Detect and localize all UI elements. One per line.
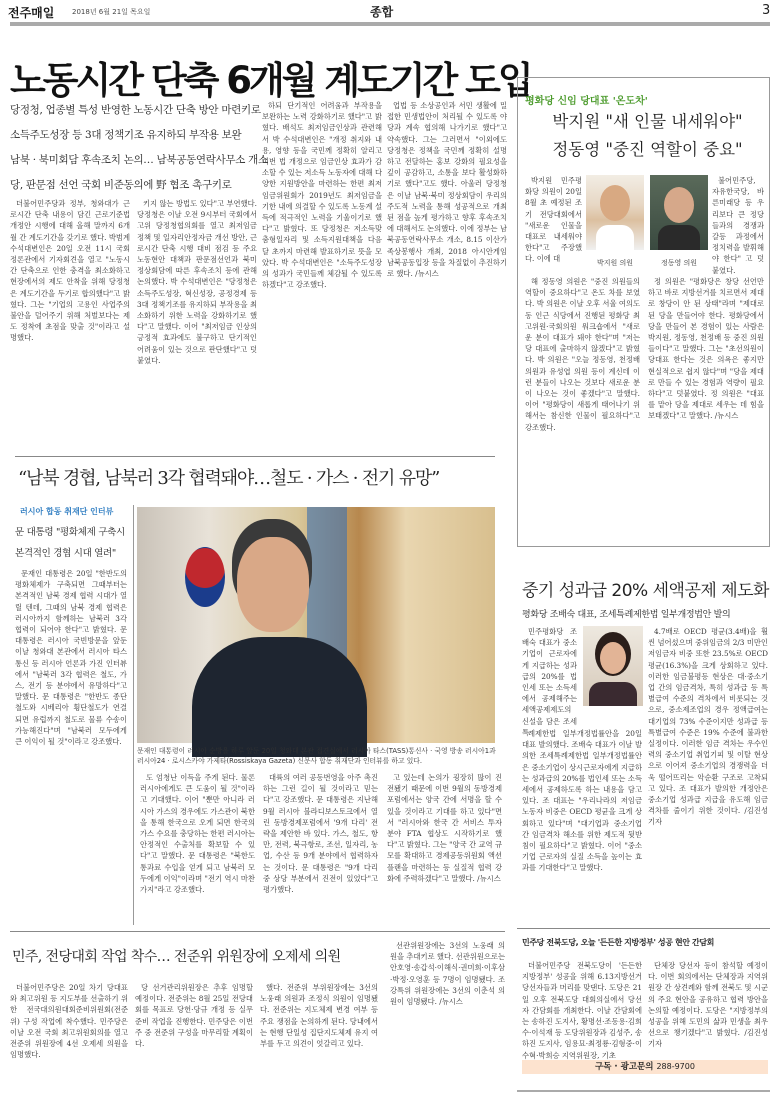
main-body-col-2: 키지 않는 방법도 있다"고 부연했다. 당정청은 이날 오전 9시부터 국회에서 고위 당정청협의회를 열고 최저임금 정책 및 일자리안정자금 개선 방안, 근로시간 단축 시행 대비 점검 등 주요 노동현안 대책과 판문점선언과 북미 정상회담에 따른 후속조치 등에 관해 논의했다. 박 수석대변인은 "당정청은 소득주도성장, 혁신성장, 공정경제 등 3대 정책기조를 유지하되 부작용을 최소화하기 위한 노력을 강화하기로 했다"고 말했다. 이어 "최저임금 인상의 긍정적 효과에도 불구하고 단기적인 어려움이 있는 것으로 판단했다"고 덧붙였다. [137,199,257,365]
tax-headline: 중기 성과급 20% 세액공제 제도화 [522,581,769,601]
main-headline: 노동시간 단축 6개월 계도기간 도입 [10,59,531,102]
tax-subhead: 평화당 조배숙 대표, 조세특례제한법 일부개정법안 발의 [522,610,731,620]
president-moon-photo-caption: 문재인 대통령이 러시아 순방을 하루 앞둔 20일 청와대 본관 접견실에서 러시아 타스(TASS)통신사 · 국영 방송 러시아1과 러시아24 · 로시스카야 가제타(Rossiskaya Gazeta) 신문사 합동 취재단과 인터뷰를 하고 있다. [137,747,496,765]
subscription-ad-bar [522,1060,768,1074]
section-divider [15,456,495,457]
peace-party-headline-2: 정동영 "중진 역할이 중요" [552,140,743,159]
tax-body-col-2: 4.7배로 OECD 평균(3.4배)을 훨씬 넘어섰으며 중위임금의 2/3 미만인 저임금자 비중 또한 23.5%로 OECD 평균(16.3%)을 크게 상회하고 있다. 이러한 임금불평등 현상은 대·중소기업 간의 임금격차, 특히 성과급 등 특별급여 수준의 격차에서 비롯되는 것으로, 중소제조업의 경우 정액급여는 대기업의 73% 수준이지만 성과급 등 특별급여 수준은 19% 수준에 불과한 실정이다. 이러한 임금 격차는 우수인력의 중소기업 취업기피 및 이탈 현상으로 이어져 중소기업의 경쟁력을 더욱 떨어뜨리는 악순환 구조로 고착되고 있다. 조 대표가 발의한 개정안은 중소기업 성과급 지급을 유도해 임금격차를 줄이기 위한 것이다. /김진성 기자 [648,627,768,827]
peace-party-kicker: 평화당 신임 당대표 '온도차' [525,96,648,107]
convention-headline: 민주, 전당대회 작업 착수… 전준위 위원장에 오제세 의원 [12,949,341,965]
peace-party-body-col-2: 정 의원은 "평화당은 창당 선언만 하고 바로 지방선거를 치르면서 제대로 창당이 안 된 상태"라며 "제대로 된 당을 만들어야 한다. 평화당에서 당을 만들어 본 경험이 있는 사람은 박지원, 정동영, 천정배 등 중진 의원들이다"고 말했다. 그는 "초선의원이 당대표 한다는 것은 의욕은 좋지만 현실적으로 쉽지 않다"며 "당을 제대로 만들 수 있는 경험과 역량이 필요하다"고 덧붙였다. 정 의원은 "대표를 맡아 당을 제대로 세우는 데 힘을 보태겠다"고 말했다. /뉴시스 [648,277,764,421]
main-body-col-1: 더불어민주당과 정부, 청와대가 근로시간 단축 내용이 담긴 근로기준법 개정안 시행에 대해 올해 말까지 6개월 간 계도기간을 갖기로 했다. 박범계 수석대변인은 20일 오전 11시 국회 정론관에서 기자회견을 열고 "노동시간 단축으로 인한 충격을 최소화하고 현장에서의 제도 안착을 위해 당정청은 계도기간을 두기로 합의했다"고 밝혔다. 그는 "기업의 고용인 사업주의 불안을 덜어주기 위해 처벌보다는 제도 정착에 초점을 맞출 것"이라고 설명했다. [10,199,130,343]
footer-rule [517,1090,770,1092]
subhead: 당, 판문점 선언 국회 비준동의에 野 협조 촉구키로 [10,179,232,191]
interview-subhead-2: 본격적인 경협 시대 열려" [15,548,116,559]
interview-left-body: 문재인 대통령은 20일 "한반도의 평화체제가 구축되면 그때부터는 본격적인 남북 경제 협력 시대가 열릴 텐데, 그때의 남북 경제 협력은 러시아까지 함께하는 남북러 3각 협력이 되어야 한다"고 밝혔다. 문 대통령은 러시아 국빈방문을 앞둔 이날 청와대 본관에서 러시아 타스통신 등 러시아 언론과 가진 인터뷰에서 "남북러 3각 협력은 철도, 가스, 전기 등 분야에서 유망하다"고 말했다. 문 대통령은 "한반도 종단철도와 시베리아 횡단철도가 연결되면 유럽까지 철도로 물류 수송이 가능해진다"며 "남북러 모두에게 큰 이익이 될 것"이라고 강조했다. [15,569,127,747]
convention-body-col-4: 선관위원장에는 3선의 노웅래 의원을 추대키로 했다. 선관위원으로는 안호영·송갑석·이해식·권미희·이후삼·박정·오영훈 등 7명이 임명됐다. 조강특위 위원장에는 3선의 이춘석 의원이 임명됐다. /뉴시스 [390,941,506,1007]
peace-party-intro-right: 불어민주당, 자유한국당, 바른미래당 등 우리보다 큰 정당들과의 경쟁과 갈등 과정에서 정치력을 발휘해야 한다" 고 덧붙였다. [712,176,764,275]
section-title: 종합 [370,5,394,19]
subhead: 남북 · 북미회담 후속조치 논의… 남북공동연락사무소 개소 [10,154,268,166]
ad-phone: 288-9700 [656,1062,695,1071]
tax-body-col-1: 례제한법 일부개정법률안을 20일 대표 발의했다. 조배숙 대표가 이날 발의한 조세특례제한법 일부개정법률안은 중소기업이 상시근로자에게 지급하는 성과급의 20%를 법인세 또는 소득세에서 공제하도록 하는 내용을 담고 있다. 조 대표는 "우리나라의 저임금 노동자 비중은 OECD 평균을 크게 상회하고 있다"며 "대기업과 중소기업 간 임금격차 해소를 위한 제도적 뒷받침이 필요하다"고 밝혔다. 이어 "중소기업 근로자의 실질 소득을 높이는 효과를 기대한다"고 말했다. [522,729,642,873]
peace-party-headline-1: 박지원 "새 인물 내세워야" [552,112,743,131]
cho-baesook-photo [583,626,643,706]
park-jiwon-caption: 박지원 의원 [596,259,634,267]
peace-party-intro-left: 박지원 민주평화당 의원이 20일 8월 초 예정된 조기 전당대회에서 "새로운 인물을 대표로 내세워야 한다"고 주장했다. 이에 대 [525,176,582,264]
column-divider [133,505,134,925]
main-subheads [10,102,268,202]
subhead: 소득주도성장 등 3대 정책기조 유지하되 부작용 보완 [10,129,242,141]
park-jiwon-photo [586,175,644,250]
chung-dongyoung-caption: 정동영 의원 [660,259,698,267]
interview-body-col-3: 고 있는데 논의가 굉장히 많이 진전됐기 때문에 이번 9월의 동방경제포럼에서는 양국 간에 서명을 할 수 있을 것이라고 기대를 하고 있다"면서 "러시아와 한국 간 서비스 투자 분야 FTA 협상도 시작하기로 했다"고 밝혔다. 그는 "양국 간 교역 규모를 확대하고 경제공동위원회 액션플랜을 마련하는 등 실질적 협력 강화에 주력하겠다"고 말했다. /뉴시스 [387,773,502,883]
main-body-col-4: 업법 등 소상공인과 서민 생활에 밀접한 민생법안이 처리될 수 있도록 야당과 계속 협의해 나가기로 했다"고 약속했다. 그는 그러면서 "이외에도 당정청은 정책을 국민께 정확히 설명하고 전달하는 홍보 강화의 필요성을 깊이 공감하고, 소통을 보다 활성화하기로 했다"고도 했다. 아울러 당정청은 이날 남북·북미 정상회담이 우리의 주도적 노력을 통해 성공적으로 개최된 점을 높게 평가하고 향후 후속조치에 대해서도 논의했다. 이에 정부는 남북공동연락사무소 개소, 8.15 이산가족상봉행사 개최, 2018 아시안게임 남북공동입장 등을 차질없이 추진하기로 했다. /뉴시스 [387,101,507,279]
header-rule [10,22,770,26]
jeonbuk-body-col-1: 더불어민주당 전북도당이 '든든한 지방정부' 성공을 위해 6.13지방선거 당선자들과 머리를 맞댄다. 도당은 21일 오후 전북도당 대회의실에서 당선자 간담회를 개최한다. 이날 간담회에는 송하진 도지사, 황명선·조동용·김희수·이석재 등 도당위원장과 김성주, 송하진 도지사, 임용묘·최정룡·김형중·이수혁·박희승 지역위원장, 기초 [522,961,642,1060]
tax-intro: 민주평화당 조배숙 대표가 중소기업이 근로자에게 지급하는 성과급의 20%를 법인세 또는 소득세에서 공제해주는 세액공제제도의 신설을 담은 조세특 [522,627,577,737]
convention-body-col-3: 했다. 전준위 부위원장에는 3선의 노웅래 의원과 조정식 의원이 임명됐다. 전준위는 지도체제 변경 여부 등 주요 쟁점을 논의하게 된다. 당내에서는 현행 단일성 집단지도체제 유지 여부를 두고 의견이 엇갈리고 있다. [260,983,378,1049]
section-divider [517,928,770,929]
president-moon-photo [137,507,495,743]
jeonbuk-body-col-2: 단체장 당선자 등이 참석할 예정이다. 이번 회의에서는 단체장과 지역위원장 간 상견례와 함께 전북도 및 시군의 주요 현안을 공유하고 협력 방안을 논의할 예정이다. 도당은 "지방정부의 성공을 위해 도민의 삶과 민생을 최우선으로 챙기겠다"고 밝혔다. /김진성 기자 [648,961,768,1049]
peace-party-body-col-1: 해 정동영 의원은 "중진 의원들의 역할이 중요하다"고 온도 차를 보였다. 박 의원은 이날 오후 서울 여의도동 인근 식당에서 진행된 평화당 최고위원·국회의원 워크숍에서 "새로운 분이 대표가 돼야 한다"며 "저는 당 대표에 출마하지 않겠다"고 밝혔다. 박 의원은 "오늘 정동영, 천정배 의원과 유성엽 의원 등이 계신데 이런 분들이 나오는 것보다 새로운 분이 나오는 것이 좋겠다"고 말했다. 이어 "평화당이 새롭게 태어나기 위해서는 참신한 인물이 필요하다"고 강조했다. [525,277,640,432]
convention-body-col-2: 당 선거관리위원장은 추후 임명할 예정이다. 전준위는 8월 25일 전당대회를 목표로 당헌·당규 개정 등 실무 준비 작업을 진행한다. 민주당은 이번 주 중 전준위 구성을 마무리할 계획이다. [135,983,253,1049]
issue-date: 2018년 6월 21일 목요일 [72,8,151,16]
ad-label: 구독 · 광고문의 [595,1062,654,1072]
main-body-col-3: 하되 단기적인 어려움과 부작용을 보완하는 노력 강화하기로 했다"고 밝혔다. 배석도 최저임금인상과 관련해서 박 수석대변인은 "개정 취지와 내용, 영향 등을 국민께 정확히 알리고 이번 법 개정으로 임금인상 효과가 감소할 수 있는 저소득 노동자에 대해 다양한 지원방안을 마련하는 한편 최저임금위원회가 2019년도 최저임금을 기한 내에 의결할 수 있도록 노동계 설득에 적극적인 노력을 기울이기로 했다"고 밝혔다. 또 당정청은 저소득맞춤형일자리 및 소득지원대책을 다음 달 초까지 마련해 발표하기로 뜻을 모았다. 박 수석대변인은 "소득주도성장의 성과가 국민들께 체감될 수 있도록 하겠다"고 강조했다. [262,101,382,290]
chung-dongyoung-photo [650,175,708,250]
interview-quote-headline: “남북 경협, 남북러 3각 협력돼야…철도 · 가스 · 전기 유망” [18,468,440,489]
convention-body-col-1: 더불어민주당은 20일 차기 당대표와 최고위원 등 지도부를 선출하기 위한 전국대의원대회준비위원회(전준위) 구성 작업에 착수했다. 민주당은 이날 오전 국회 최고위원회의를 열고 전준위 위원장에 4선 오제세 의원을 임명했다. [10,983,128,1060]
jeonbuk-headline: 민주당 전북도당, 오늘 '든든한 지방정부' 성공 현안 간담회 [522,938,714,947]
interview-label: 러시아 합동 취재단 인터뷰 [20,507,114,516]
page-number: 3 [762,3,771,18]
subhead: 당정청, 업종별 특성 반영한 노동시간 단축 방안 마련키로 [10,104,261,116]
section-divider [10,931,505,932]
newspaper-logo: 전주매일 [8,6,55,20]
interview-body-col-1: 도 엄청난 이득을 주게 된다. 물론 러시아에게도 큰 도움이 될 것"이라고 기대했다. 이어 "뿐만 아니라 러시아 가스의 경우에도 가스관이 북한을 통해 한국으로 오게 되면 한국의 가스 수요를 충당하는 한편 러시아는 안정적인 수출처를 확보할 수 있다"고 말했다. 문 대통령은 "북한도 통과료 수입을 얻게 되고 남북러 모두에게 이익"이라며 "전기 역시 마찬가지"라고 강조했다. [140,773,256,895]
interview-subhead-1: 문 대통령 "평화체제 구축시 [15,527,125,538]
interview-body-col-2: 대륙의 여러 공동번영을 아주 촉진하는 그런 길이 될 것이라고 믿는다"고 강조했다. 문 대통령은 지난해 9월 러시아 블라디보스토크에서 열린 동방경제포럼에서 '9개 다리' 전략을 제안한 바 있다. 가스, 철도, 항만, 전력, 북극항로, 조선, 일자리, 농업, 수산 등 9개 분야에서 협력하자는 것이다. 문 대통령은 "9개 다리 중 상당 부분에서 진전이 있었다"고 평가했다. [263,773,378,895]
